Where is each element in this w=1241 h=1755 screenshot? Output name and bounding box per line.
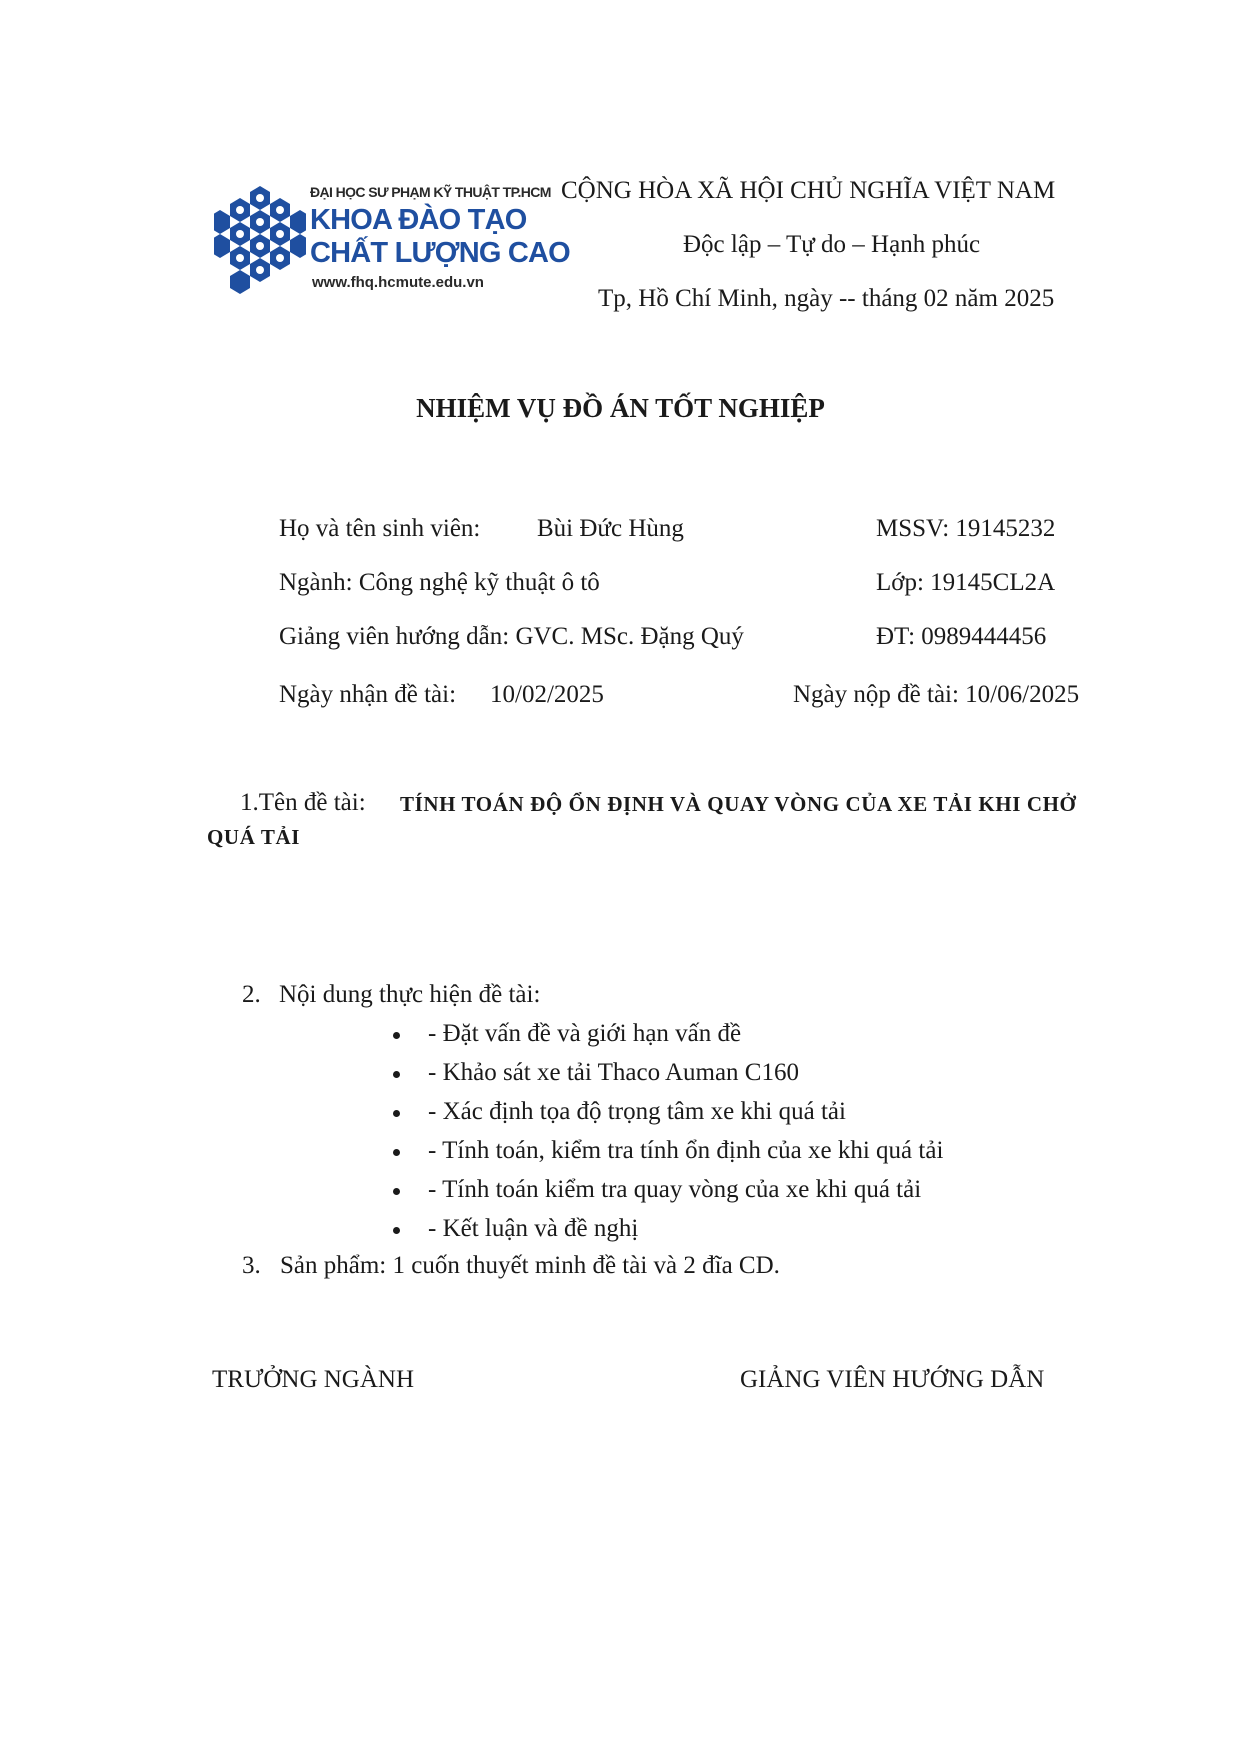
- bullet-icon: [393, 1188, 400, 1195]
- topic-label: 1.Tên đề tài:: [240, 789, 366, 816]
- logo-university: ĐẠI HỌC SƯ PHẠM KỸ THUẬT TP.HCM: [310, 184, 551, 200]
- bullet-icon: [393, 1110, 400, 1117]
- advisor: Giảng viên hướng dẫn: GVC. MSc. Đặng Quý: [279, 623, 744, 650]
- class: Lớp: 19145CL2A: [876, 569, 1056, 596]
- logo-faculty-line1: KHOA ĐÀO TẠO: [310, 204, 527, 236]
- bullet-icon: [393, 1032, 400, 1039]
- list-item: - Đặt vấn đề và giới hạn vấn đề: [428, 1020, 742, 1047]
- bullet-icon: [393, 1071, 400, 1078]
- bullet-icon: [393, 1227, 400, 1234]
- topic-title-line1: TÍNH TOÁN ĐỘ ỔN ĐỊNH VÀ QUAY VÒNG CỦA XE TẢI KHI CHỞ: [400, 792, 1077, 816]
- signature-left: TRƯỞNG NGÀNH: [212, 1366, 415, 1393]
- list-item: - Kết luận và đề nghị: [428, 1215, 639, 1242]
- date-line: Tp, Hồ Chí Minh, ngày -- tháng 02 năm 2025: [598, 285, 1055, 312]
- major: Ngành: Công nghệ kỹ thuật ô tô: [279, 569, 600, 596]
- list-item: - Tính toán kiểm tra quay vòng của xe khi quá tải: [428, 1176, 922, 1203]
- list-item: - Tính toán, kiểm tra tính ổn định của xe khi quá tải: [428, 1137, 944, 1164]
- list-item: - Khảo sát xe tải Thaco Auman C160: [428, 1059, 799, 1086]
- hexagon-cluster-icon: [214, 184, 306, 294]
- received-date: 10/02/2025: [490, 681, 604, 708]
- logo-faculty-line2: CHẤT LƯỢNG CAO: [310, 237, 570, 269]
- student-id: MSSV: 19145232: [876, 515, 1056, 542]
- submit-date: Ngày nộp đề tài: 10/06/2025: [793, 681, 1080, 708]
- section-2-heading: Nội dung thực hiện đề tài:: [279, 981, 541, 1008]
- motto: Độc lập – Tự do – Hạnh phúc: [683, 231, 981, 258]
- faculty-logo: [214, 184, 570, 294]
- section-2-number: 2.: [242, 981, 261, 1008]
- student-name: Bùi Đức Hùng: [537, 515, 684, 542]
- signature-right: GIẢNG VIÊN HƯỚNG DẪN: [740, 1366, 1045, 1393]
- page-title: NHIỆM VỤ ĐỒ ÁN TỐT NGHIỆP: [416, 393, 825, 423]
- product-text: Sản phẩm: 1 cuốn thuyết minh đề tài và 2 đĩa CD.: [280, 1252, 780, 1279]
- country-header: CỘNG HÒA XÃ HỘI CHỦ NGHĨA VIỆT NAM: [561, 177, 1056, 204]
- topic-title-line2: QUÁ TẢI: [207, 825, 301, 849]
- student-label: Họ và tên sinh viên:: [279, 515, 481, 542]
- bullet-icon: [393, 1149, 400, 1156]
- phone: ĐT: 0989444456: [876, 623, 1047, 650]
- section-3-number: 3.: [242, 1252, 261, 1279]
- received-label: Ngày nhận đề tài:: [279, 681, 457, 708]
- logo-website: www.fhq.hcmute.edu.vn: [312, 274, 484, 291]
- list-item: - Xác định tọa độ trọng tâm xe khi quá tải: [428, 1098, 846, 1125]
